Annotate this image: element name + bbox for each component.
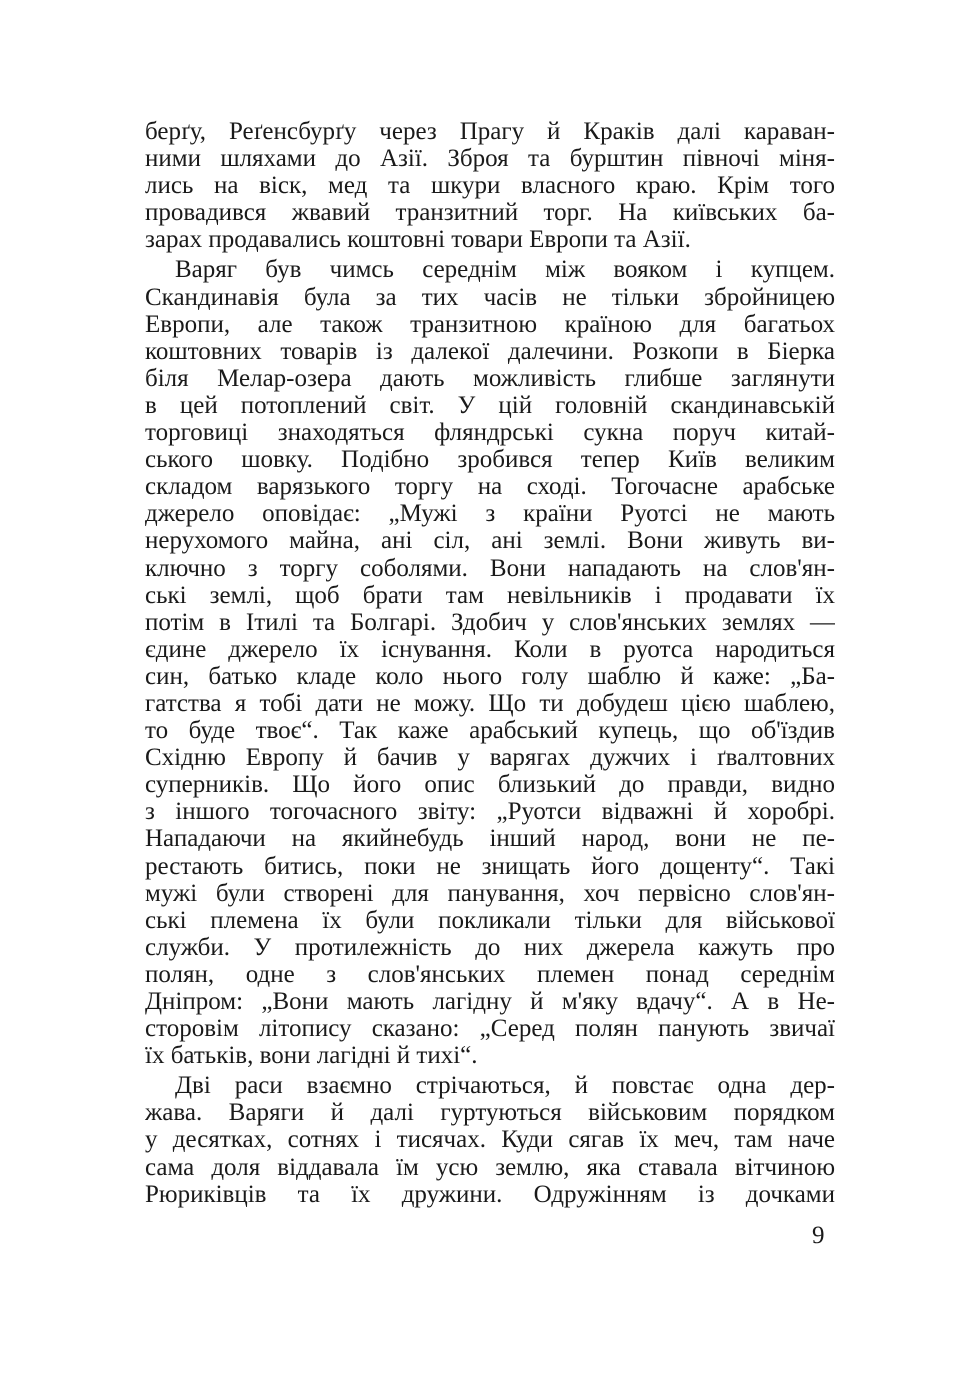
text-line: потім в Ітилі та Болгарі. Здобич у слов'янських землях —	[145, 608, 835, 636]
text-line: Скандинавія була за тих часів не тільки збройницею	[145, 283, 835, 311]
text-line: ключно з торгу соболями. Вони нападають на слов'ян-	[145, 554, 835, 582]
text-line: нерухомого майна, ані сіл, ані землі. Вони живуть ви-	[145, 527, 835, 555]
text-line: Варяг був чимсь середнім між вояком і купцем.	[175, 256, 835, 284]
text-line: біля Мелар-озера дають можливість глибше заглянути	[145, 364, 835, 392]
text-line: гатства я тобі дати не можу. Що ти добудеш цією шаблею,	[145, 689, 835, 717]
text-line: рестають битись, поки не знищать його дощенту“. Такі	[145, 852, 835, 880]
text-line: то буде твоє“. Так каже арабський купець, що об'їздив	[145, 717, 835, 745]
text-line: їх батьків, вони лагідні й тихі“.	[145, 1042, 478, 1070]
text-line: берґу, Реґенсбурґу через Прагу й Краків далі каравaн-	[145, 118, 835, 145]
paragraph	[145, 1072, 835, 1207]
text-line: зарах продавались коштовні товари Европи та Азії.	[145, 226, 691, 254]
text-line: з іншого тогочасного звіту: „Руотси відважні й хоробрі.	[145, 798, 835, 826]
text-line: у десятках, сотнях і тисячах. Куди сягав їх меч, там наче	[145, 1126, 835, 1154]
text-line: торговиці знаходяться фляндрські сукна поруч китай-	[145, 419, 835, 447]
text-line: єдине джерело їх існування. Коли в руотса народиться	[145, 635, 835, 663]
text-line: Східню Европу й бачив у варягах дужчих і ґвалтовних	[145, 744, 835, 772]
paragraph	[145, 118, 835, 253]
page-number: 9	[812, 1222, 825, 1249]
text-line: Дві раси взаємно стрічаються, й повстає одна дер-	[175, 1072, 835, 1100]
text-line: служби. У протилежність до них джерела кажуть про	[145, 933, 835, 961]
text-line: сторовім літопису сказано: „Серед полян панують звичаї	[145, 1015, 835, 1043]
text-line: Европи, але також транзитною країною для багатьох	[145, 310, 835, 338]
text-line: джерело оповідає: „Мужі з країни Руотсі не мають	[145, 500, 835, 528]
text-line: ними шляхами до Азії. Зброя та бурштин півночі міня-	[145, 145, 835, 173]
text-line: Дніпром: „Вони мають лагідну й м'яку вдачу“. А в Не-	[145, 988, 835, 1015]
text-line: син, батько кладе коло нього голу шаблю й каже: „Ба-	[145, 662, 835, 690]
text-line: провадився жвавий транзитний торг. На київських ба-	[145, 199, 835, 227]
text-line: ські землі, щоб брати там невільників і продавати їх	[145, 581, 835, 609]
text-line: ського шовку. Подібно зробився тепер Київ великим	[145, 446, 835, 474]
paragraph	[145, 256, 835, 1069]
text-line: полян, одне з слов'янських племен понад середнім	[145, 960, 835, 988]
text-line: лись на віск, мед та шкури власного краю. Крім того	[145, 172, 835, 200]
text-line: сама доля віддавала їм усю землю, яка ставала вітчиною	[145, 1153, 835, 1181]
text-line: коштовних товарів із далекої далечини. Розкопи в Біерка	[145, 337, 835, 365]
text-line: ські племена їх були покликали тільки для військової	[145, 906, 835, 934]
text-line: суперників. Що його опис близький до правди, видно	[145, 771, 835, 799]
text-line: Рюриківців та їх дружини. Одружінням із дочками	[145, 1180, 835, 1208]
text-line: мужі були створені для панування, хоч первісно слов'ян-	[145, 879, 835, 907]
text-line: складом варязького торгу на сході. Тогочасне арабське	[145, 473, 835, 501]
text-line: Нападаючи на якийнебудь інший народ, вони не пе-	[145, 825, 835, 853]
text-line: в цей потоплений світ. У цій головній скандинавській	[145, 391, 835, 419]
body-text	[145, 118, 835, 1208]
text-line: жава. Варяги й далі гуртуються військовим порядком	[145, 1099, 835, 1127]
